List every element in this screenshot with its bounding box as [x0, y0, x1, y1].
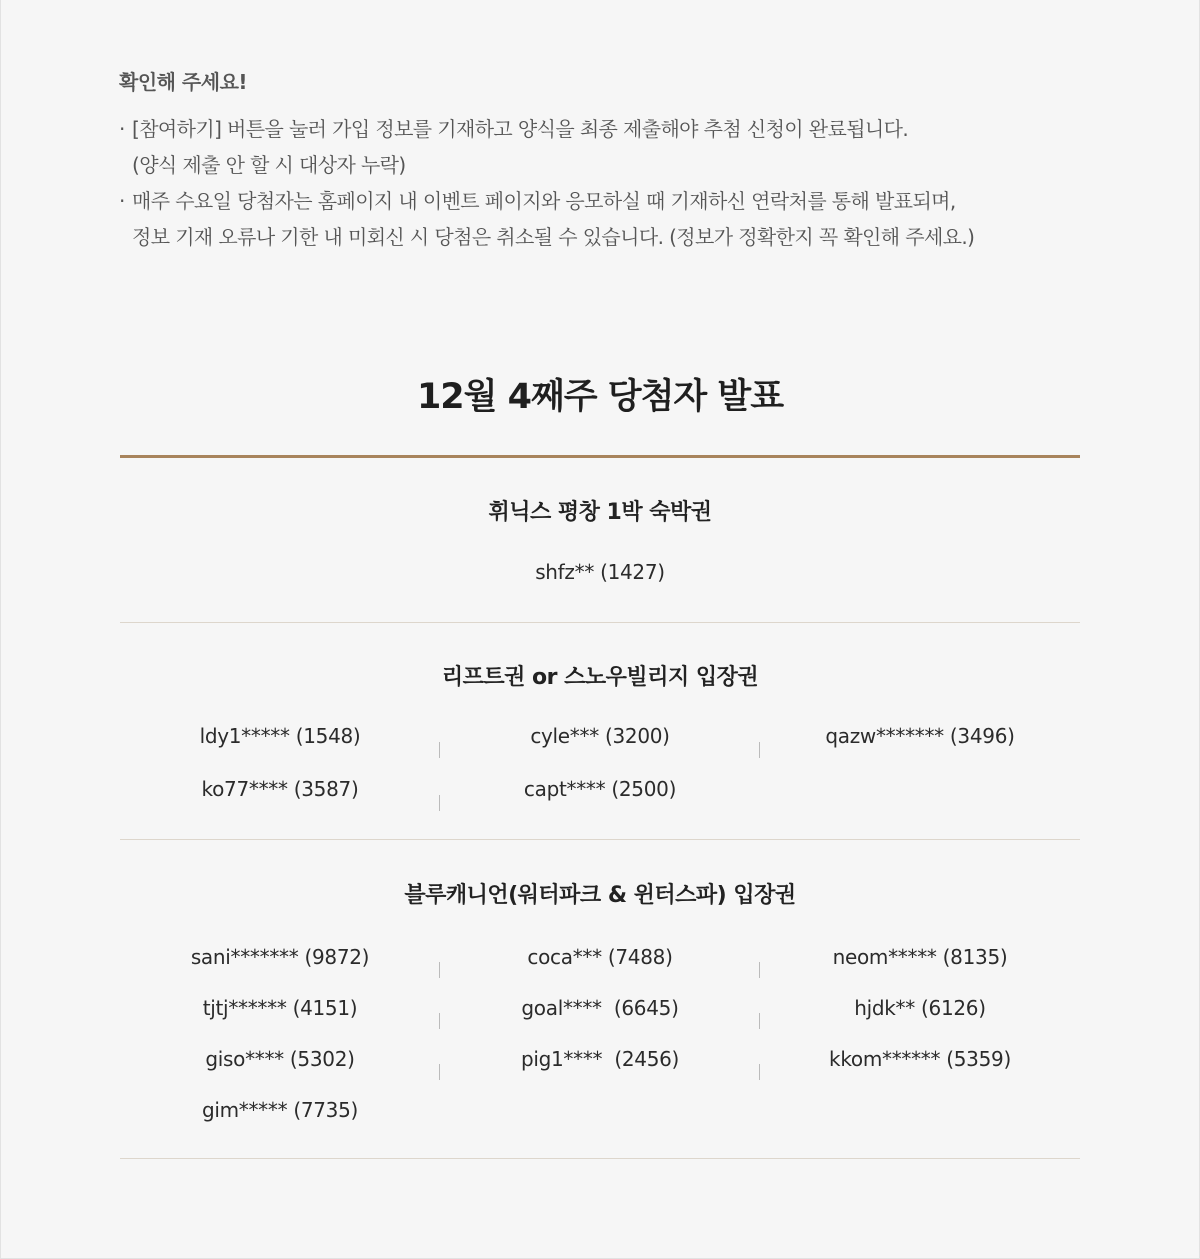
prize-block — [120, 840, 1080, 1159]
winner-entry: coca*** (7488) — [440, 944, 760, 995]
winner-entry: shfz** (1427) — [535, 560, 665, 584]
winner-entry: neom***** (8135) — [832, 945, 1008, 969]
winner-entry: cyle*** (3200) — [440, 723, 760, 776]
prize-name: 리프트권 or 스노우빌리지 입장권 — [441, 665, 759, 690]
winner-list — [120, 560, 1080, 584]
notice-line: · 매주 수요일 당첨자는 홈페이지 내 이벤트 페이지와 응모하실 때 기재하신 연락처를 통해 발표되며, — [132, 189, 956, 213]
notice-line: · [참여하기] 버튼을 눌러 가입 정보를 기재하고 양식을 최종 제출해야 추첨 신청이 완료됩니다. — [132, 117, 909, 141]
winners-section — [120, 374, 1080, 1159]
prize-block — [120, 623, 1080, 840]
winner-entry: hjdk** (6126) — [854, 996, 986, 1020]
notice-line: 정보 기재 오류나 기한 내 미회신 시 당첨은 취소될 수 있습니다. (정보가 정확한지 꼭 확인해 주세요.) — [132, 225, 975, 249]
notice-item — [119, 111, 1079, 183]
winners-title: 12월 4째주 당첨자 발표 — [416, 377, 784, 417]
notice-section — [119, 66, 1079, 255]
notice-list — [119, 111, 1079, 255]
winner-list — [120, 944, 1080, 1148]
prize-name: 블루캐니언(워터파크 & 윈터스파) 입장권 — [404, 883, 796, 908]
notice-line: (양식 제출 안 할 시 대상자 누락) — [132, 153, 406, 177]
winner-entry: pig1**** (2456) — [440, 1046, 760, 1097]
winner-entry: goal**** (6645) — [440, 995, 760, 1046]
notice-item — [119, 183, 1079, 255]
winner-entry: giso**** (5302) — [120, 1046, 440, 1097]
winner-entry: capt**** (2500) — [523, 777, 677, 801]
winner-entry: tjtj****** (4151) — [120, 995, 440, 1046]
prize-name: 휘닉스 평창 1박 숙박권 — [488, 500, 712, 525]
winner-entry: qazw******* (3496) — [825, 724, 1015, 748]
winner-list — [120, 723, 1080, 829]
winner-entry: ko77**** (3587) — [120, 776, 440, 829]
winner-entry: ldy1***** (1548) — [120, 723, 440, 776]
winner-entry: kkom****** (5359) — [829, 1047, 1011, 1071]
notice-title: 확인해 주세요! — [119, 70, 248, 94]
winner-entry: gim***** (7735) — [201, 1098, 359, 1122]
winner-entry: sani******* (9872) — [120, 944, 440, 995]
prize-block — [120, 458, 1080, 623]
